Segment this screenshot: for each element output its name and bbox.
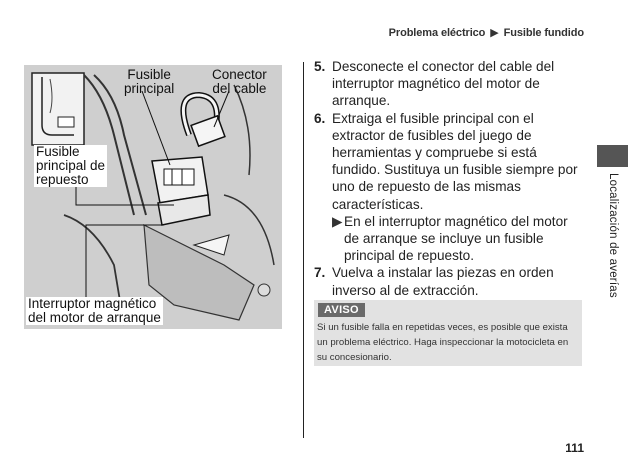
- step-5: [314, 58, 582, 110]
- step-text: Desconecte el conector del cable del interruptor magnético del motor de arranque.: [332, 59, 555, 109]
- inset-box: [32, 73, 84, 145]
- label-main-fuse: Fusible principal: [124, 67, 175, 96]
- step-6-note: [332, 213, 582, 265]
- instructions: [314, 58, 582, 299]
- step-number: 6.: [314, 110, 326, 126]
- note-text: En el interruptor magnético del motor de arranque se incluye un fusible principal de repuesto.: [344, 213, 568, 264]
- note-triangle-icon: ▶: [332, 213, 343, 229]
- step-text: Vuelva a instalar las piezas en orden inverso al de extracción.: [332, 265, 554, 298]
- label-spare-fuse: Fusible principal de repuesto: [36, 144, 106, 187]
- notice-text: Si un fusible falla en repetidas veces, es posible que exista un problema eléctrico. Haga inspeccionar la motocicleta en su concesionario.: [317, 322, 569, 363]
- page-number: 111: [565, 441, 584, 455]
- leader-main-fuse: [142, 91, 170, 165]
- header-section: Problema eléctrico: [388, 27, 486, 39]
- label-starter-switch: Interruptor magnético del motor de arranque: [28, 296, 161, 325]
- step-7: [314, 264, 582, 298]
- starter-switch-illustration: [24, 65, 282, 329]
- illustration-drawing: [24, 65, 282, 329]
- header-arrow-icon: ▶: [490, 27, 499, 39]
- step-6: [314, 110, 582, 213]
- step-text: Extraiga el fusible principal con el extractor de fusibles del juego de herramientas y compruebe si está fundido. Sustituya un fusible siempre por uno de repuesto de las mismas características.: [332, 110, 578, 212]
- notice-box: [314, 300, 582, 366]
- section-tab-label: Localización de averías: [607, 173, 619, 298]
- column-divider: [303, 62, 304, 438]
- notice-label: AVISO: [318, 303, 365, 317]
- section-tab-marker: [597, 145, 628, 167]
- page-header: [389, 26, 584, 39]
- label-cable-connector: Conector del cable: [212, 67, 267, 96]
- step-number: 5.: [314, 59, 326, 74]
- step-number: 7.: [314, 265, 326, 281]
- header-topic: Fusible fundido: [503, 27, 584, 39]
